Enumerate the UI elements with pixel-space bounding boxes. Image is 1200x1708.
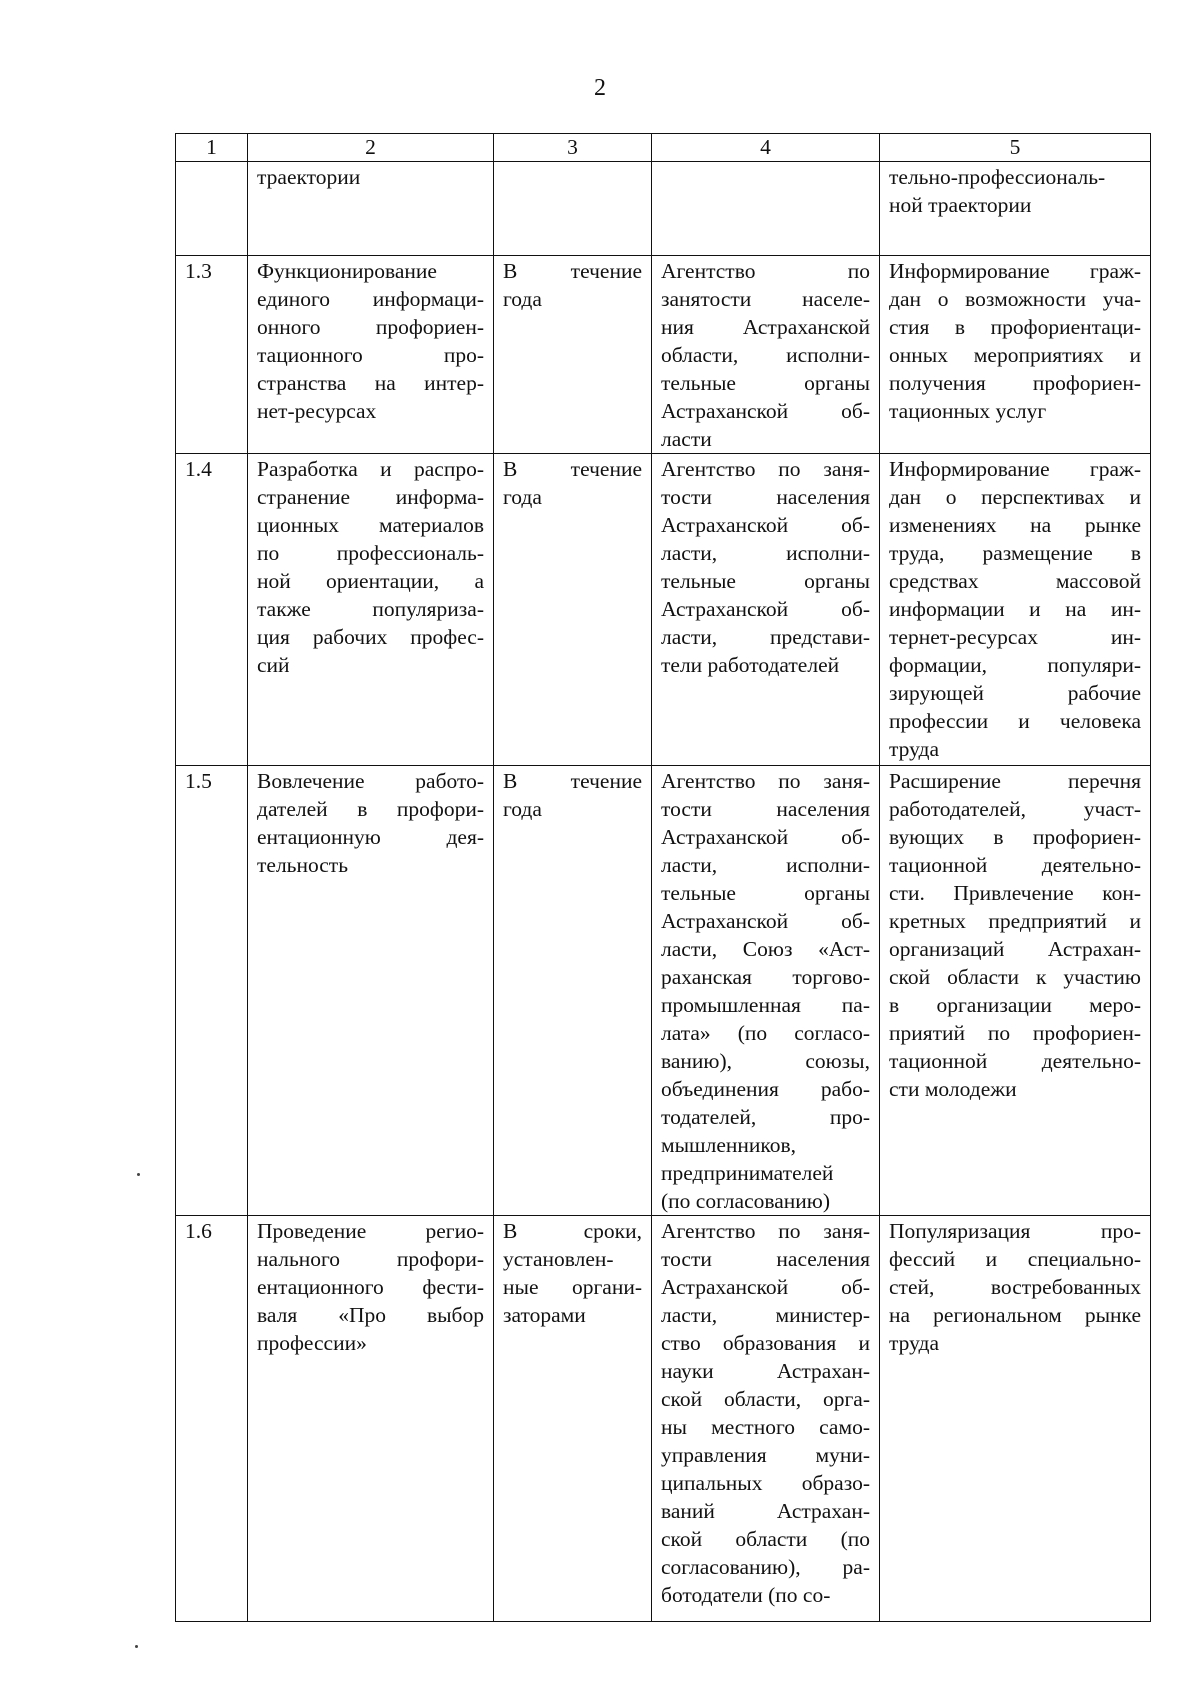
cell-text-line: ласти xyxy=(661,427,712,451)
cell-text-line: ентационную дея- xyxy=(257,825,484,849)
result-cell xyxy=(880,454,1151,766)
cell-text-line: раханская торгово- xyxy=(661,965,870,989)
cell-text-line: года xyxy=(503,485,542,509)
cell-text-line: кретных предприятий и xyxy=(889,909,1141,933)
cell-text-line: ция рабочих профес- xyxy=(257,625,484,649)
cell-text-line: стия в профориентаци- xyxy=(889,315,1141,339)
cell-text-line: сти молодежи xyxy=(889,1077,1017,1101)
cell-text-line: вующих в профориен- xyxy=(889,825,1141,849)
table-header-row xyxy=(176,134,1151,162)
cell-text-line: тости населения xyxy=(661,485,870,509)
result-cell xyxy=(880,162,1151,256)
row-number-cell xyxy=(176,162,248,256)
row-number-cell: 1.6 xyxy=(176,1216,248,1622)
activity-cell xyxy=(248,162,494,256)
header-cell-activity: 2 xyxy=(248,134,494,162)
cell-text-line: тели работодателей xyxy=(661,653,840,677)
table-row xyxy=(176,1216,1151,1622)
cell-text-line: В течение xyxy=(503,259,642,283)
cell-text-line: труда xyxy=(889,737,940,761)
cell-text-line: Агентство по заня- xyxy=(661,457,870,481)
result-cell xyxy=(880,766,1151,1216)
cell-text-line: по профессиональ- xyxy=(257,541,484,565)
cell-text-line: В течение xyxy=(503,769,642,793)
cell-text-line: ласти, исполни- xyxy=(661,541,870,565)
cell-text-line: ботодатели (по со- xyxy=(661,1583,831,1607)
header-cell-term: 3 xyxy=(494,134,652,162)
cell-text-line: Астраханской об- xyxy=(661,597,870,621)
cell-text-line: ной ориентации, а xyxy=(257,569,484,593)
cell-text-line: ской области (по xyxy=(661,1527,870,1551)
cell-text-line: единого информаци- xyxy=(257,287,484,311)
cell-text-line: в организации меро- xyxy=(889,993,1141,1017)
cell-text-line: тационной деятельно- xyxy=(889,853,1141,877)
term-cell xyxy=(494,162,652,256)
cell-text-line: ентационного фести- xyxy=(257,1275,484,1299)
cell-text-line: года xyxy=(503,287,542,311)
cell-text-line: зирующей рабочие xyxy=(889,681,1141,705)
cell-text-line: ласти, представи- xyxy=(661,625,870,649)
activity-cell xyxy=(248,256,494,454)
cell-text-line: организаций Астрахан- xyxy=(889,937,1141,961)
table-row xyxy=(176,162,1151,256)
cell-text-line: ласти, исполни- xyxy=(661,853,870,877)
cell-text-line: Функционирование xyxy=(257,259,437,283)
activity-cell xyxy=(248,454,494,766)
cell-text-line: странение информа- xyxy=(257,485,484,509)
cell-text-line: Информирование граж- xyxy=(889,259,1141,283)
header-cell-executors: 4 xyxy=(652,134,880,162)
scan-speck xyxy=(137,1173,140,1176)
cell-text-line: объединения рабо- xyxy=(661,1077,870,1101)
cell-text-line: ство образования и xyxy=(661,1331,870,1355)
cell-text-line: Астраханской об- xyxy=(661,1275,870,1299)
term-cell xyxy=(494,256,652,454)
activity-cell xyxy=(248,1216,494,1622)
cell-text-line: профессии и человека xyxy=(889,709,1141,733)
cell-text-line: Агентство по заня- xyxy=(661,769,870,793)
cell-text-line: фессий и специально- xyxy=(889,1247,1141,1271)
cell-text-line: года xyxy=(503,797,542,821)
term-cell xyxy=(494,454,652,766)
executors-cell xyxy=(652,454,880,766)
cell-text-line: В течение xyxy=(503,457,642,481)
term-cell xyxy=(494,1216,652,1622)
cell-text-line: изменениях на рынке xyxy=(889,513,1141,537)
cell-text-line: тельность xyxy=(257,853,349,877)
activity-cell xyxy=(248,766,494,1216)
cell-text-line: тости населения xyxy=(661,1247,870,1271)
cell-text-line: тодателей, про- xyxy=(661,1105,870,1129)
cell-text-line: дан о возможности уча- xyxy=(889,287,1141,311)
cell-text-line: труда xyxy=(889,1331,940,1355)
cell-text-line: стей, востребованных xyxy=(889,1275,1141,1299)
cell-text-line: (по согласованию) xyxy=(661,1189,831,1213)
cell-text-line: Агентство по xyxy=(661,259,870,283)
cell-text-line: тационного про- xyxy=(257,343,484,367)
cell-text-line: ской области к участию xyxy=(889,965,1141,989)
cell-text-line: заторами xyxy=(503,1303,586,1327)
cell-text-line: дан о перспективах и xyxy=(889,485,1141,509)
cell-text-line: траектории xyxy=(257,165,361,189)
row-number-cell: 1.5 xyxy=(176,766,248,1216)
cell-text-line: труда, размещение в xyxy=(889,541,1141,565)
header-cell-number: 1 xyxy=(176,134,248,162)
cell-text-line: онных мероприятиях и xyxy=(889,343,1141,367)
cell-text-line: ционных материалов xyxy=(257,513,484,537)
cell-text-line: тельные органы xyxy=(661,569,870,593)
cell-text-line: также популяриза- xyxy=(257,597,484,621)
cell-text-line: Астраханской об- xyxy=(661,909,870,933)
cell-text-line: Астраханской об- xyxy=(661,513,870,537)
cell-text-line: управления муни- xyxy=(661,1443,870,1467)
cell-text-line: тернет-ресурсах ин- xyxy=(889,625,1141,649)
cell-text-line: работодателей, участ- xyxy=(889,797,1141,821)
cell-text-line: тельно-профессиональ- xyxy=(889,165,1106,189)
cell-text-line: дателей в профори- xyxy=(257,797,484,821)
cell-text-line: науки Астрахан- xyxy=(661,1359,870,1383)
cell-text-line: валя «Про выбор xyxy=(257,1303,484,1327)
cell-text-line: области, исполни- xyxy=(661,343,870,367)
cell-text-line: ласти, Союз «Аст- xyxy=(661,937,870,961)
cell-text-line: Астраханской об- xyxy=(661,825,870,849)
executors-cell xyxy=(652,256,880,454)
cell-text-line: тационных услуг xyxy=(889,399,1047,423)
cell-text-line: тационной деятельно- xyxy=(889,1049,1141,1073)
cell-text-line: ской области, орга- xyxy=(661,1387,870,1411)
result-cell xyxy=(880,1216,1151,1622)
table-body xyxy=(176,162,1151,1622)
cell-text-line: Агентство по заня- xyxy=(661,1219,870,1243)
cell-text-line: Информирование граж- xyxy=(889,457,1141,481)
cell-text-line: ласти, министер- xyxy=(661,1303,870,1327)
cell-text-line: мышленников, xyxy=(661,1133,797,1157)
cell-text-line: Астраханской об- xyxy=(661,399,870,423)
table-row xyxy=(176,256,1151,454)
cell-text-line: лата» (по согласо- xyxy=(661,1021,870,1045)
cell-text-line: нального профори- xyxy=(257,1247,484,1271)
cell-text-line: предпринимателей xyxy=(661,1161,834,1185)
executors-cell xyxy=(652,162,880,256)
cell-text-line: Популяризация про- xyxy=(889,1219,1141,1243)
table-row xyxy=(176,454,1151,766)
executors-cell xyxy=(652,1216,880,1622)
cell-text-line: тости населения xyxy=(661,797,870,821)
cell-text-line: сти. Привлечение кон- xyxy=(889,881,1141,905)
cell-text-line: ной траектории xyxy=(889,193,1032,217)
term-cell xyxy=(494,766,652,1216)
cell-text-line: на региональном рынке xyxy=(889,1303,1141,1327)
cell-text-line: онного профориен- xyxy=(257,315,484,339)
cell-text-line: Расширение перечня xyxy=(889,769,1141,793)
cell-text-line: приятий по профориен- xyxy=(889,1021,1141,1045)
cell-text-line: тельные органы xyxy=(661,881,870,905)
activities-table xyxy=(175,133,1151,1622)
result-cell xyxy=(880,256,1151,454)
table-row xyxy=(176,766,1151,1216)
scan-speck xyxy=(135,1645,138,1648)
cell-text-line: Разработка и распро- xyxy=(257,457,484,481)
page-number: 2 xyxy=(594,75,606,101)
cell-text-line: странства на интер- xyxy=(257,371,484,395)
cell-text-line: получения профориен- xyxy=(889,371,1141,395)
cell-text-line: сий xyxy=(257,653,290,677)
cell-text-line: тельные органы xyxy=(661,371,870,395)
cell-text-line: установлен- xyxy=(503,1247,614,1271)
cell-text-line: В сроки, xyxy=(503,1219,642,1243)
cell-text-line: ванию), союзы, xyxy=(661,1049,870,1073)
cell-text-line: ны местного само- xyxy=(661,1415,870,1439)
cell-text-line: информации и на ин- xyxy=(889,597,1141,621)
cell-text-line: ципальных образо- xyxy=(661,1471,870,1495)
cell-text-line: промышленная па- xyxy=(661,993,870,1017)
row-number-cell: 1.3 xyxy=(176,256,248,454)
cell-text-line: средствах массовой xyxy=(889,569,1141,593)
cell-text-line: согласованию), ра- xyxy=(661,1555,870,1579)
cell-text-line: занятости населе- xyxy=(661,287,870,311)
cell-text-line: ваний Астрахан- xyxy=(661,1499,870,1523)
cell-text-line: нет-ресурсах xyxy=(257,399,377,423)
cell-text-line: ния Астраханской xyxy=(661,315,870,339)
cell-text-line: Вовлечение работо- xyxy=(257,769,484,793)
cell-text-line: формации, популяри- xyxy=(889,653,1141,677)
cell-text-line: профессии» xyxy=(257,1331,367,1355)
cell-text-line: ные органи- xyxy=(503,1275,642,1299)
executors-cell xyxy=(652,766,880,1216)
cell-text-line: Проведение регио- xyxy=(257,1219,484,1243)
header-cell-result: 5 xyxy=(880,134,1151,162)
row-number-cell: 1.4 xyxy=(176,454,248,766)
